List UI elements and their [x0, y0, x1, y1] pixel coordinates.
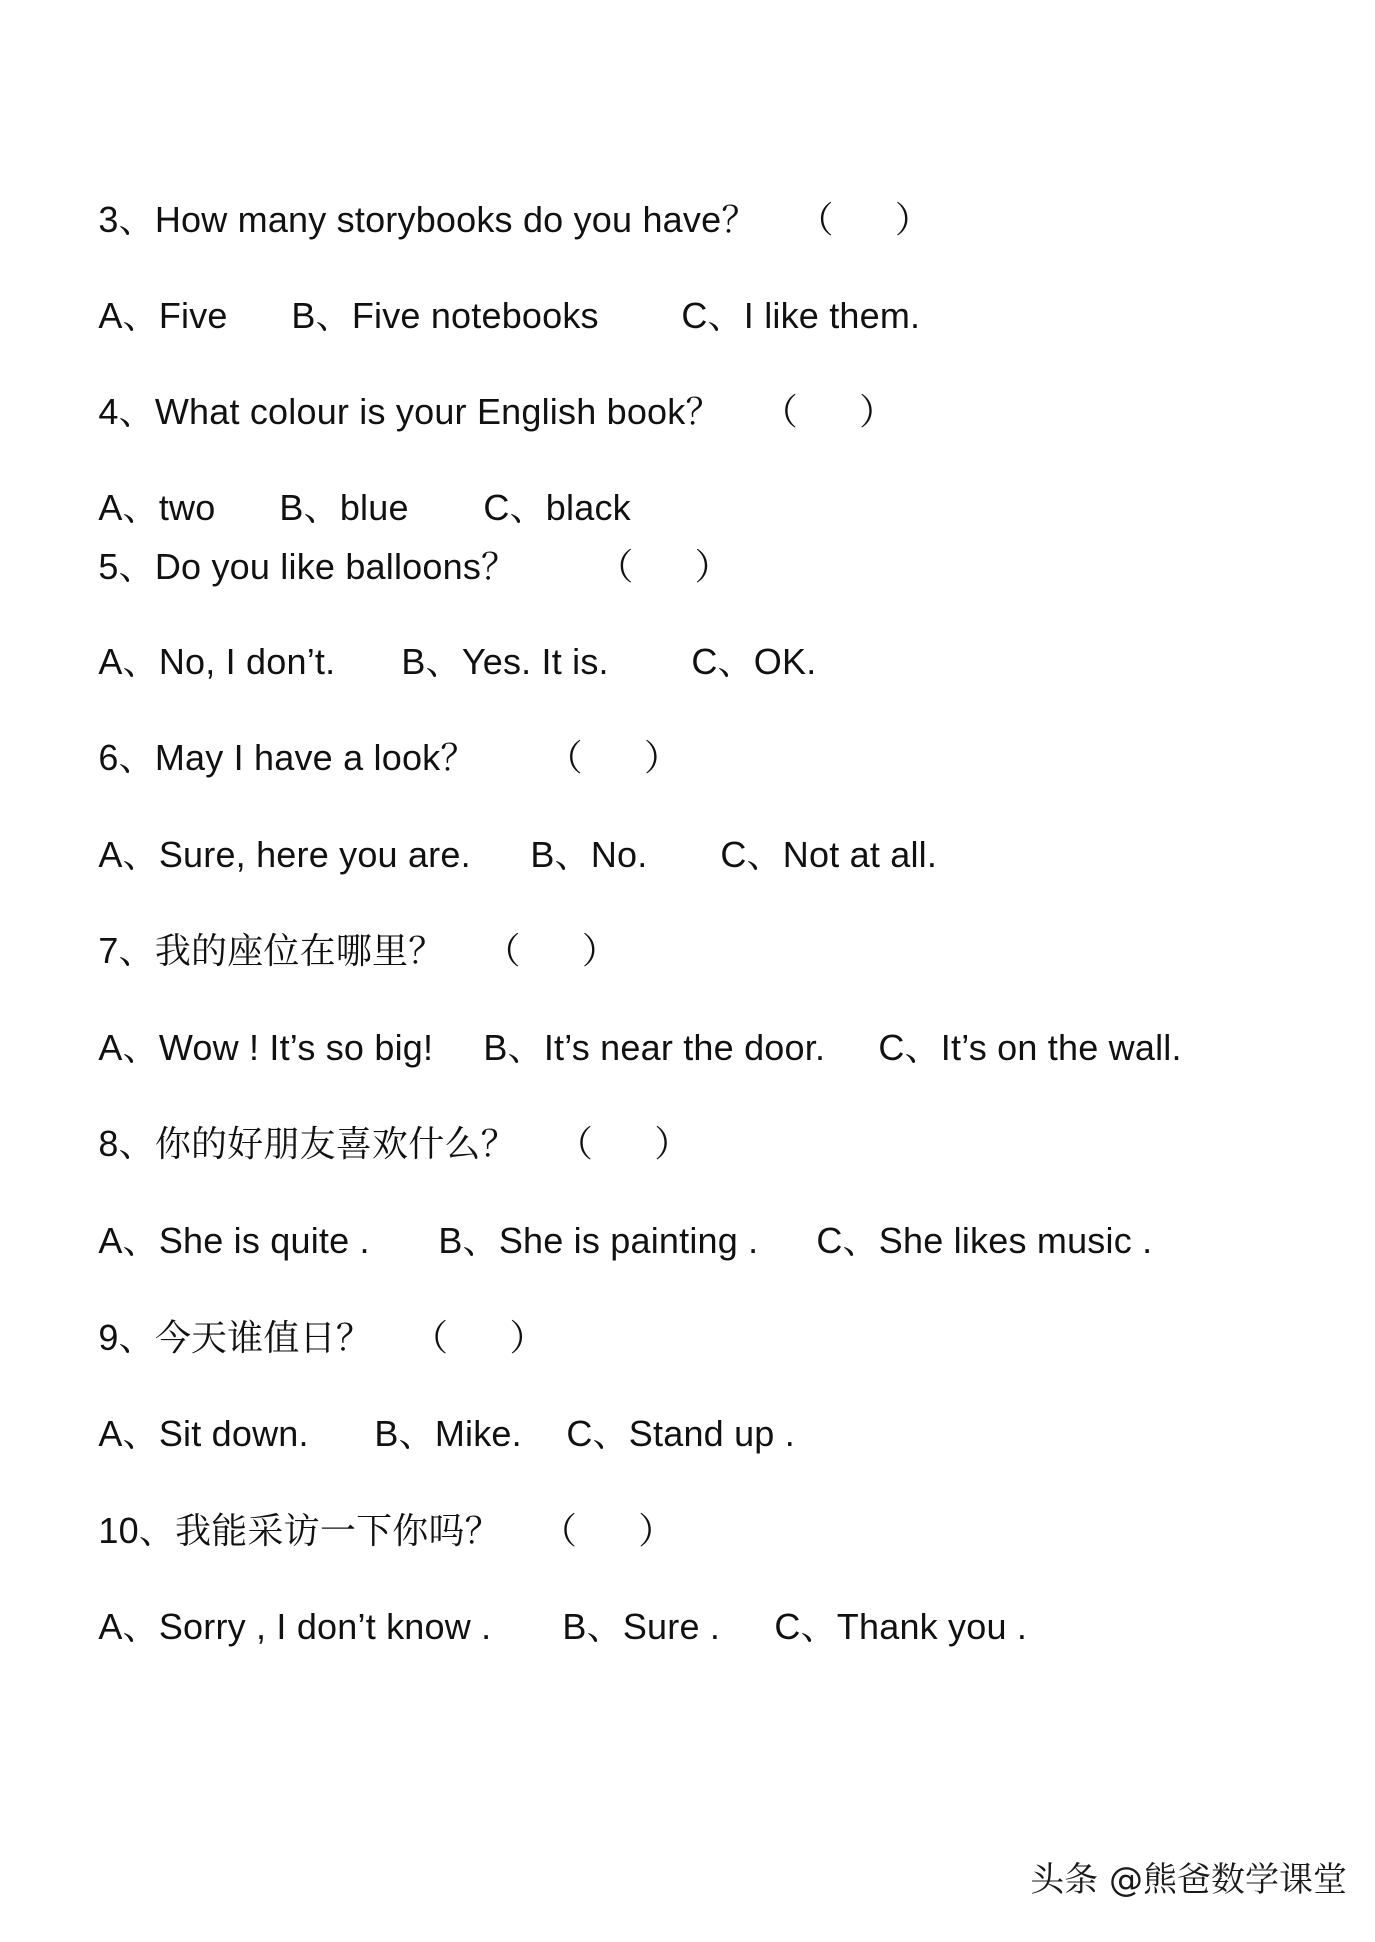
option-a[interactable]: A、Sorry , I don’t know . — [98, 1606, 492, 1647]
answer-blank[interactable]: （ ） — [556, 1123, 691, 1164]
answer-blank[interactable]: （ ） — [546, 737, 681, 778]
options-8 — [78, 1175, 1152, 1263]
question-text: 我能采访一下你吗？ — [175, 1511, 501, 1552]
option-b[interactable]: B、Mike. — [374, 1413, 522, 1454]
option-a[interactable]: A、She is quite . — [98, 1220, 370, 1261]
option-a[interactable]: A、two — [98, 487, 216, 528]
options-6 — [78, 789, 937, 877]
question-7 — [78, 885, 618, 974]
question-6 — [78, 692, 680, 780]
question-4 — [78, 346, 895, 434]
question-text: 今天谁值日？ — [154, 1318, 373, 1359]
answer-blank[interactable]: （ ） — [797, 199, 932, 240]
question-8 — [78, 1078, 690, 1167]
question-text: May I have a look？ — [154, 737, 477, 778]
watermark: 头条 @熊爸数学课堂 — [1030, 1860, 1347, 1900]
question-number: 10、 — [98, 1510, 176, 1551]
option-c[interactable]: C、I like them. — [681, 295, 921, 336]
option-b[interactable]: B、No. — [530, 834, 648, 875]
question-number: 5、 — [98, 546, 155, 587]
option-a[interactable]: A、Sit down. — [98, 1413, 309, 1454]
answer-blank[interactable]: （ ） — [597, 546, 731, 587]
option-b[interactable]: B、It’s near the door. — [483, 1027, 826, 1068]
question-10 — [78, 1465, 675, 1554]
options-9 — [78, 1368, 795, 1456]
option-b[interactable]: B、Yes. It is. — [401, 641, 609, 682]
question-text: What colour is your English book？ — [154, 391, 722, 432]
question-number: 3、 — [98, 199, 155, 240]
option-a[interactable]: A、No, I don’t. — [98, 641, 336, 682]
option-b[interactable]: B、Five notebooks — [291, 295, 599, 336]
answer-blank[interactable]: （ ） — [484, 930, 619, 971]
option-a[interactable]: A、Sure, here you are. — [98, 834, 471, 875]
option-c[interactable]: C、Stand up . — [566, 1413, 795, 1454]
question-text: How many storybooks do you have？ — [154, 199, 758, 240]
question-number: 8、 — [98, 1123, 155, 1164]
question-number: 6、 — [98, 737, 155, 778]
options-5 — [78, 596, 816, 684]
option-b[interactable]: B、She is painting . — [438, 1220, 759, 1261]
question-text: 你的好朋友喜欢什么？ — [154, 1124, 517, 1165]
option-c[interactable]: C、She likes music . — [816, 1220, 1153, 1261]
question-5 — [78, 501, 731, 589]
option-b[interactable]: B、Sure . — [562, 1606, 721, 1647]
question-text: Do you like balloons？ — [154, 546, 518, 587]
option-a[interactable]: A、Wow ! It’s so big! — [98, 1027, 434, 1068]
question-3 — [78, 154, 931, 242]
answer-blank[interactable]: （ ） — [540, 1510, 675, 1551]
option-b[interactable]: B、blue — [279, 487, 409, 528]
option-a[interactable]: A、Five — [98, 295, 228, 336]
question-number: 4、 — [98, 391, 155, 432]
question-9 — [78, 1272, 546, 1361]
answer-blank[interactable]: （ ） — [761, 391, 896, 432]
option-c[interactable]: C、Thank you . — [774, 1606, 1028, 1647]
option-c[interactable]: C、Not at all. — [720, 834, 938, 875]
question-number: 9、 — [98, 1317, 155, 1358]
option-c[interactable]: C、black — [483, 487, 631, 528]
options-10 — [78, 1561, 1027, 1649]
option-c[interactable]: C、OK. — [691, 641, 817, 682]
answer-blank[interactable]: （ ） — [412, 1317, 546, 1358]
options-7 — [78, 982, 1182, 1070]
options-3 — [78, 250, 920, 338]
question-number: 7、 — [98, 930, 155, 971]
option-c[interactable]: C、It’s on the wall. — [878, 1027, 1182, 1068]
question-text: 我的座位在哪里？ — [154, 931, 445, 972]
